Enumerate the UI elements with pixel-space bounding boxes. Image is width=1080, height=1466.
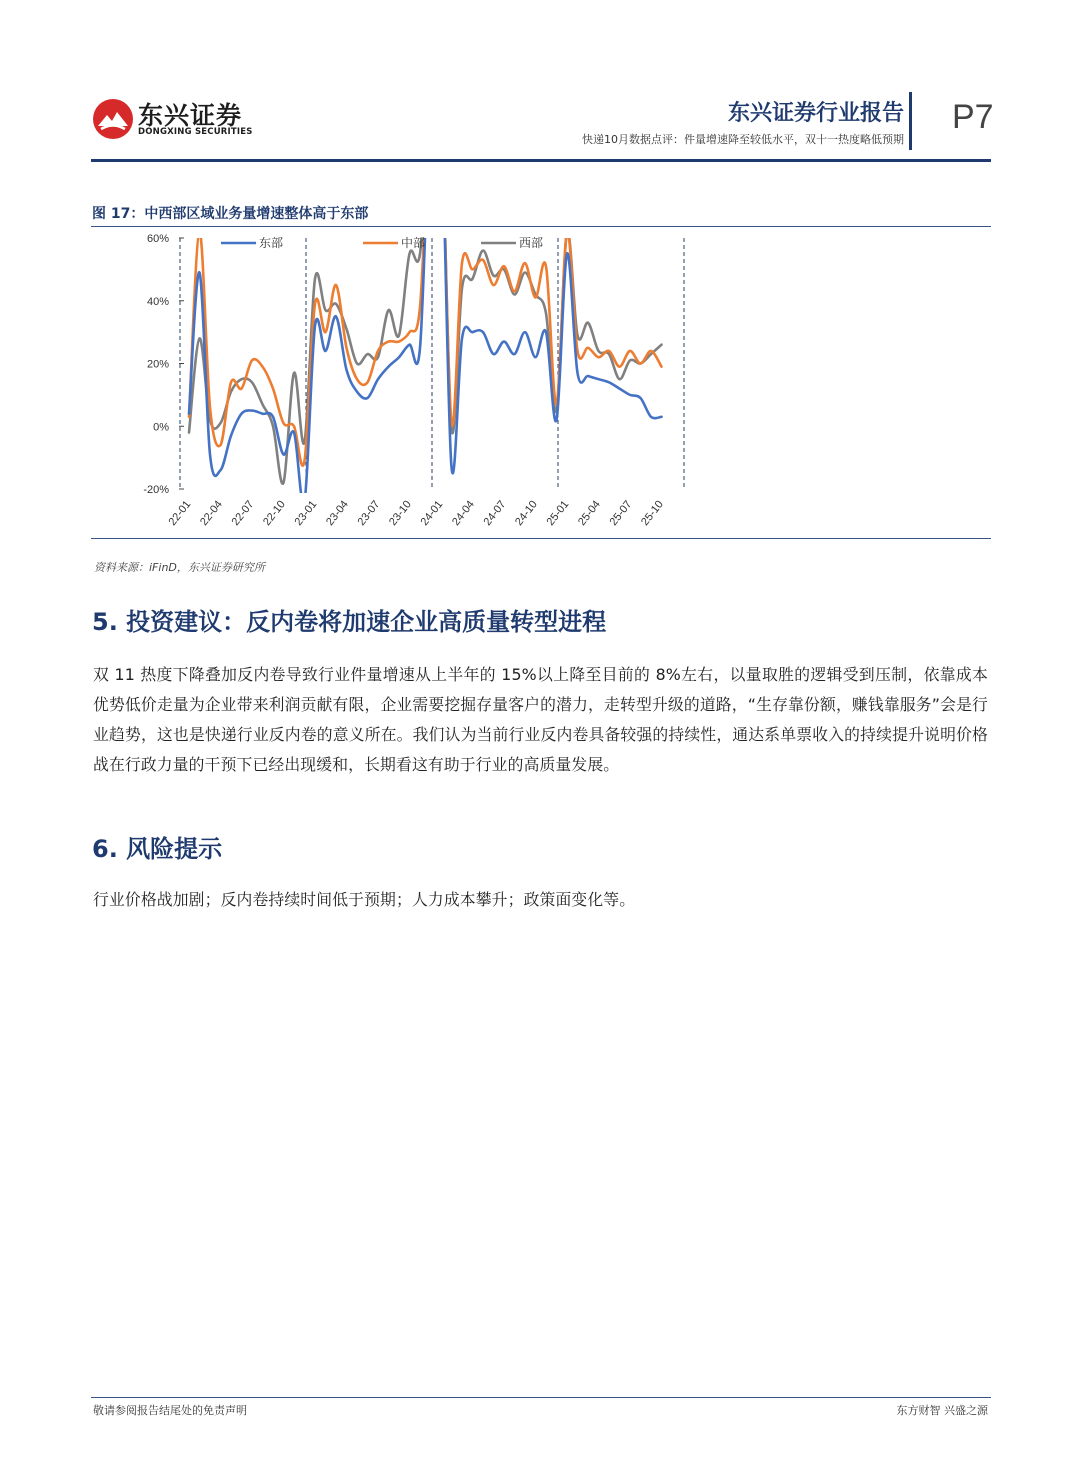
x-tick-label: 25-01 bbox=[544, 498, 572, 529]
vertical-markers bbox=[180, 238, 684, 489]
x-tick-label: 24-01 bbox=[418, 498, 446, 529]
footer-rule bbox=[91, 1397, 991, 1398]
series-lines bbox=[189, 228, 662, 504]
figure-bottom-rule bbox=[91, 538, 991, 539]
line-chart bbox=[91, 228, 991, 536]
x-tick-labels bbox=[167, 498, 666, 528]
company-logo bbox=[92, 96, 262, 146]
page-number: P7 bbox=[952, 98, 994, 136]
section-body-risk: 行业价格战加剧；反内卷持续时间低于预期；人力成本攀升；政策面变化等。 bbox=[93, 890, 636, 909]
logo-mark-icon bbox=[92, 98, 134, 140]
y-tick-label: 0% bbox=[153, 421, 169, 434]
x-tick-label: 22-07 bbox=[229, 498, 257, 529]
x-tick-label: 22-01 bbox=[166, 498, 194, 529]
x-tick-label: 25-04 bbox=[576, 498, 603, 529]
x-tick-label: 22-04 bbox=[198, 498, 225, 529]
y-tick-label: 40% bbox=[146, 295, 169, 308]
x-tick-label: 23-10 bbox=[387, 498, 414, 529]
x-tick-label: 22-10 bbox=[261, 498, 288, 529]
legend-label: 西部 bbox=[519, 236, 544, 250]
y-tick-label: -20% bbox=[143, 484, 169, 496]
y-tick-label: 20% bbox=[146, 358, 169, 371]
legend-label: 东部 bbox=[259, 236, 284, 250]
logo-chinese-name: 东兴证券 bbox=[138, 101, 243, 130]
figure-source: 资料来源：iFinD，东兴证券研究所 bbox=[94, 561, 265, 574]
y-tick-labels bbox=[143, 233, 169, 496]
chart-legend bbox=[221, 235, 543, 250]
logo-english-name: DONGXING SECURITIES bbox=[138, 127, 253, 137]
x-tick-label: 25-10 bbox=[639, 498, 666, 529]
series-line-1 bbox=[189, 228, 662, 504]
section-heading-investment: 5. 投资建议：反内卷将加速企业高质量转型进程 bbox=[92, 608, 607, 636]
footer-slogan: 东方财智 兴盛之源 bbox=[896, 1404, 988, 1417]
x-tick-label: 25-07 bbox=[607, 498, 635, 529]
report-title: 东兴证券行业报告 bbox=[727, 101, 904, 126]
disclaimer-note: 敬请参阅报告结尾处的免责声明 bbox=[93, 1404, 247, 1417]
header-rule bbox=[91, 159, 991, 162]
x-tick-label: 24-07 bbox=[481, 498, 509, 529]
series-line-3 bbox=[189, 228, 662, 484]
series-clip-group bbox=[189, 228, 662, 504]
report-subtitle: 快递10月数据点评：件量增速降至较低水平，双十一热度略低预期 bbox=[582, 133, 904, 146]
x-tick-label: 23-04 bbox=[324, 498, 351, 529]
x-tick-label: 24-04 bbox=[450, 498, 477, 529]
section-heading-risk: 6. 风险提示 bbox=[92, 835, 223, 863]
section-body-investment: 双 11 热度下降叠加反内卷导致行业件量增速从上半年的 15%以上降至目前的 8%左右，以量取胜的逻辑受到压制，依靠成本优势低价走量为企业带来利润贡献有限，企业需要挖掘存量客户的潜力，走转型升级的道路，“生存靠份额，赚钱靠服务”会是行业趋势，这也是快递行业反内卷的意义所在。我们认为当前行业反内卷具备较强的持续性，通达系单票收入的持续提升说明价格战在行政力量的干预下已经出现缓和，长期看这有助于行业的高质量发展。 bbox=[93, 665, 988, 774]
x-tick-label: 23-01 bbox=[292, 498, 320, 529]
figure-title: 图 17：中西部区域业务量增速整体高于东部 bbox=[92, 206, 369, 222]
figure-top-rule bbox=[91, 226, 991, 227]
header-divider bbox=[909, 92, 912, 150]
x-tick-label: 24-10 bbox=[513, 498, 540, 529]
y-tick-label: 60% bbox=[146, 233, 169, 245]
legend-label: 中部 bbox=[401, 236, 426, 250]
x-tick-label: 23-07 bbox=[355, 498, 383, 529]
